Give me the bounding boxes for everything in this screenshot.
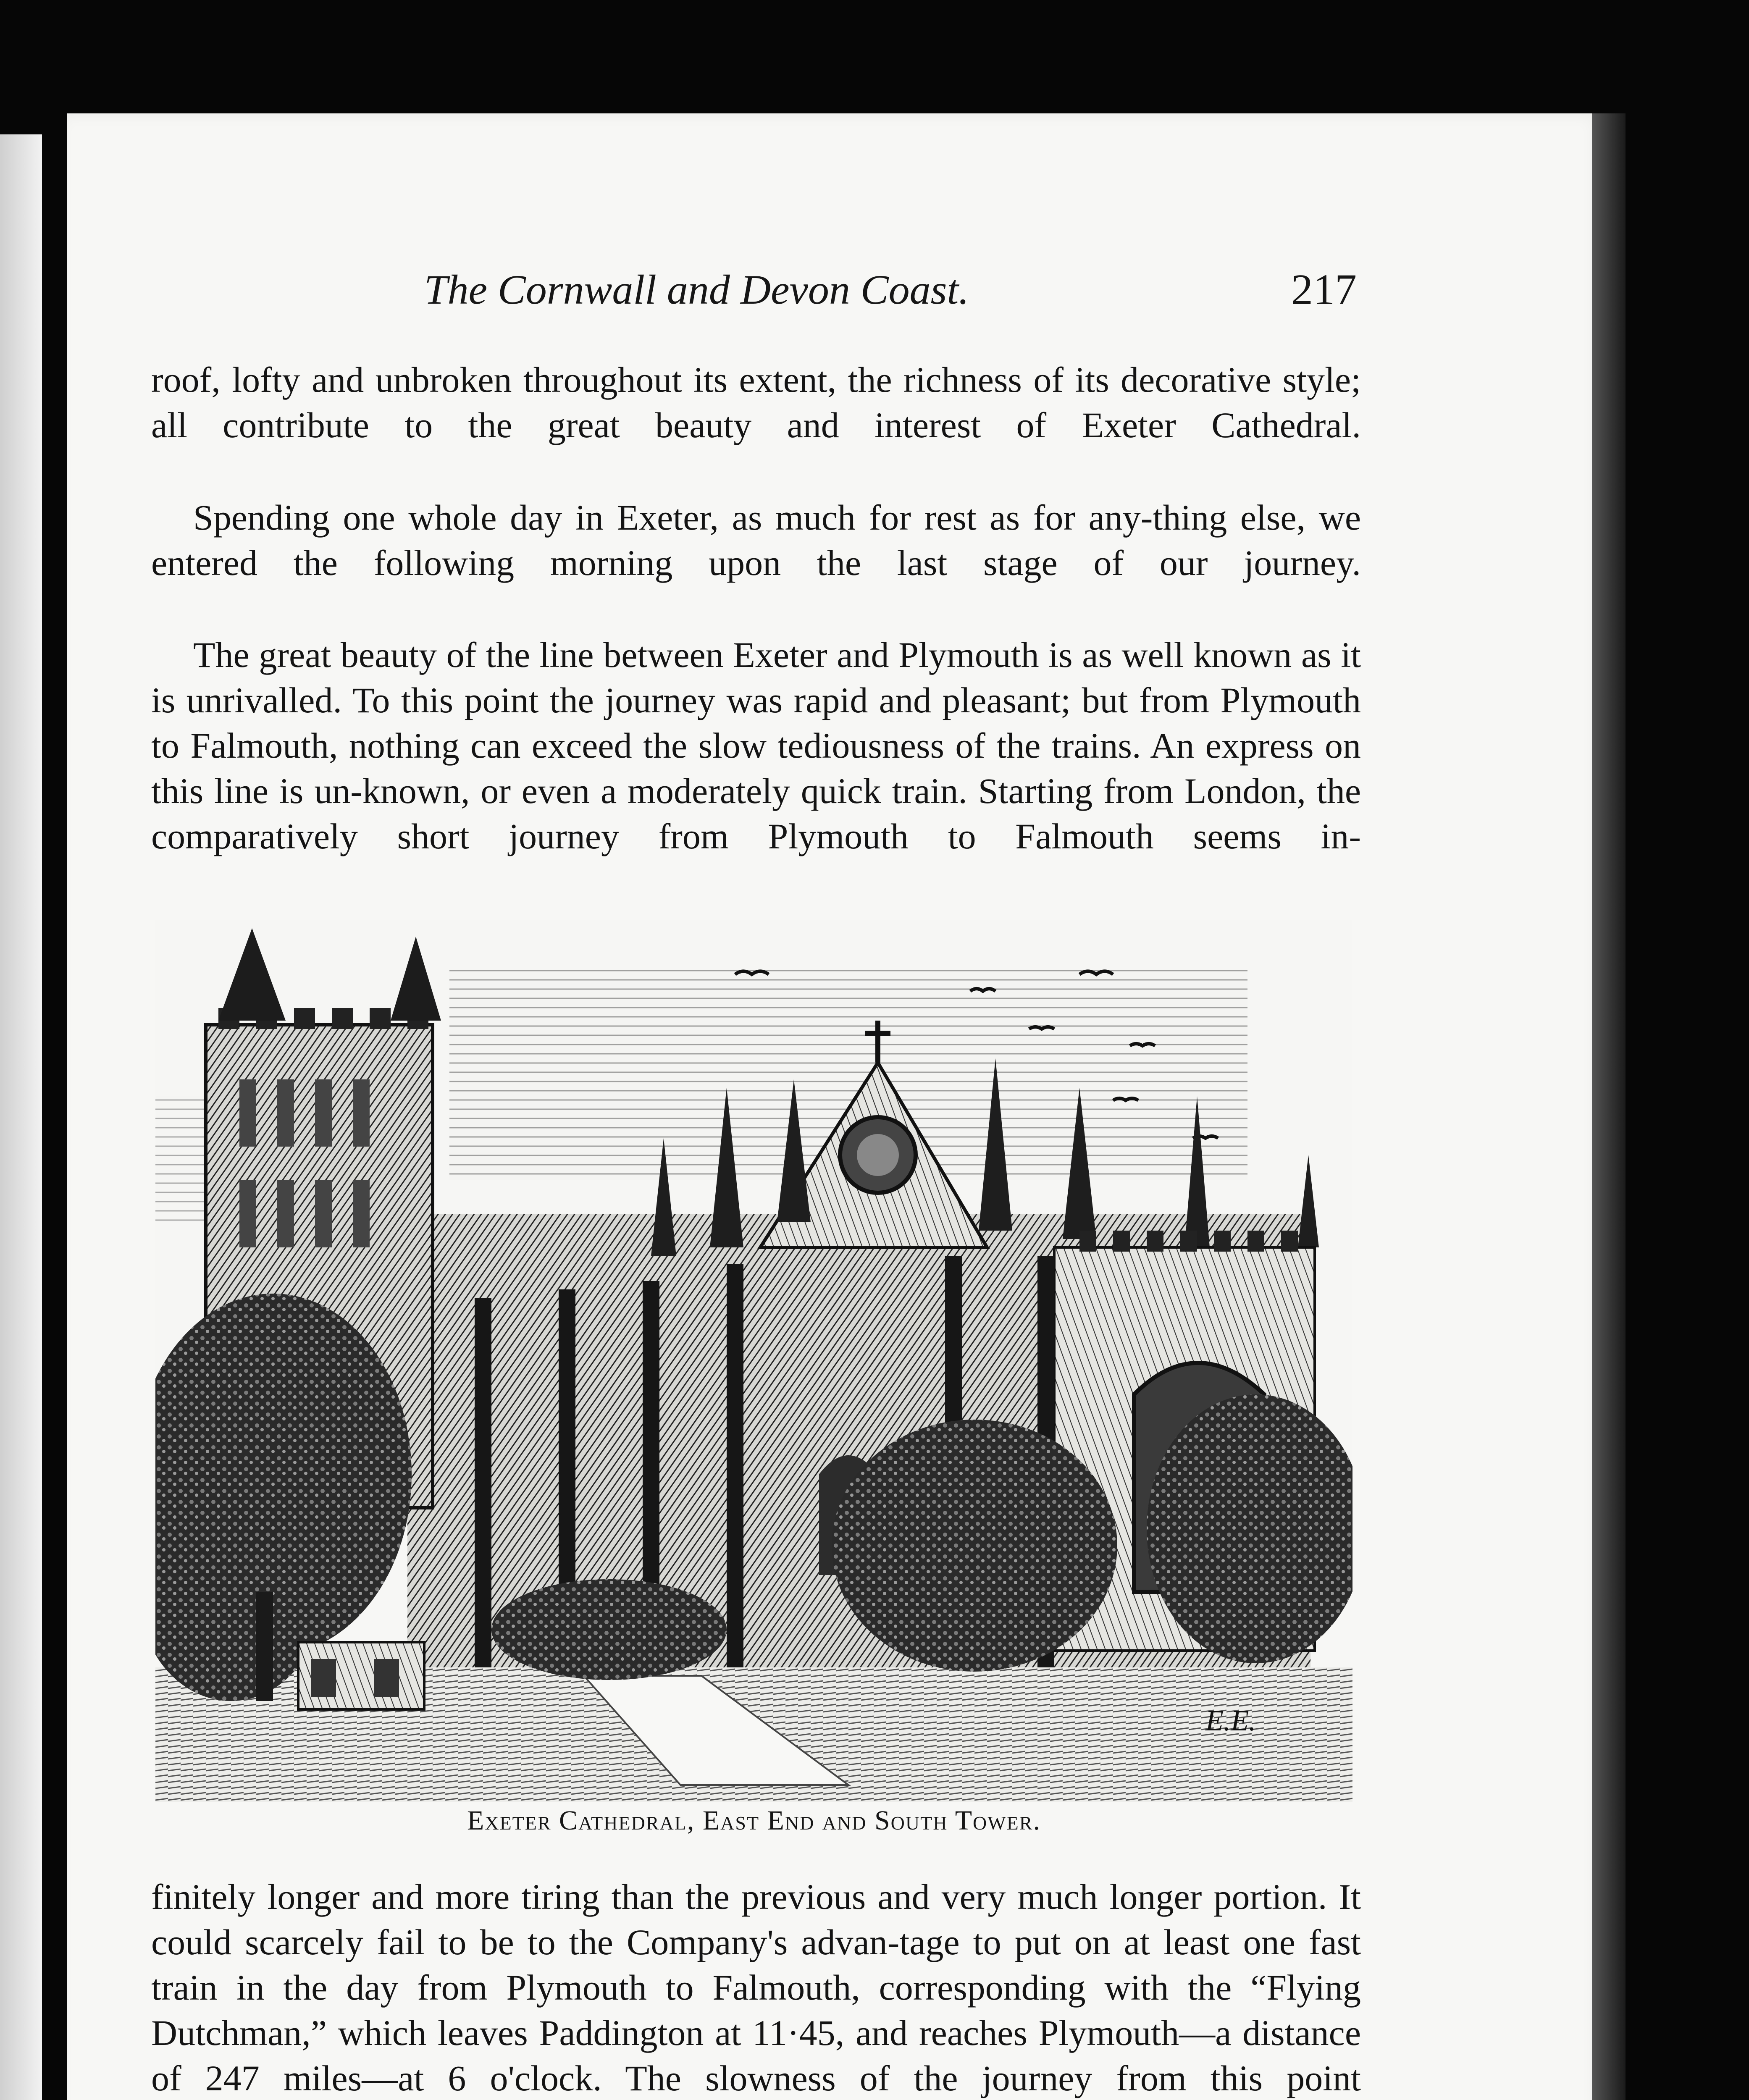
paragraph-1: roof, lofty and unbroken throughout its extent, the richness of its decorative style; all contribute to the great beauty and interest of Exeter Cathedral. xyxy=(151,360,1361,445)
running-header xyxy=(424,260,1357,319)
cathedral-engraving-graphic xyxy=(155,920,1352,1802)
paragraph-4: finitely longer and more tiring than the previous and very much longer portion. It could scarcely fail to be to the Company's advan-tage to put on at least one fast train in the day from Plymouth to Falmouth, corresponding with the “Flying Dutchman,” which leaves Paddington at 11·45, and reaches Plymouth—a distance of 247 miles—at 6 o'clock. The slowness of the journey from this point xyxy=(151,1877,1361,2098)
page-shadow-edge xyxy=(1592,113,1626,2100)
illustration-caption: Exeter Cathedral, East End and South Tower. xyxy=(467,1805,1041,1836)
paragraph-3: The great beauty of the line between Exeter and Plymouth is as well known as it is unrivalled. To this point the journey was rapid and pleasant; but from Plymouth to Falmouth, nothing can exceed the slow tediousness of the trains. An express on this line is un-known, or even a moderately quick train. Starting from London, the comparatively short journey from Plymouth to Falmouth seems in- xyxy=(151,635,1361,856)
facing-page-edge xyxy=(0,134,42,2100)
running-title: The Cornwall and Devon Coast. xyxy=(424,266,969,313)
cathedral-engraving xyxy=(155,920,1352,1802)
paragraph-2: Spending one whole day in Exeter, as much for rest as for any-thing else, we entered the following morning upon the last stage of our journey. xyxy=(151,497,1361,583)
engraver-initials: E.E. xyxy=(1205,1705,1256,1737)
page-number: 217 xyxy=(1291,265,1357,314)
